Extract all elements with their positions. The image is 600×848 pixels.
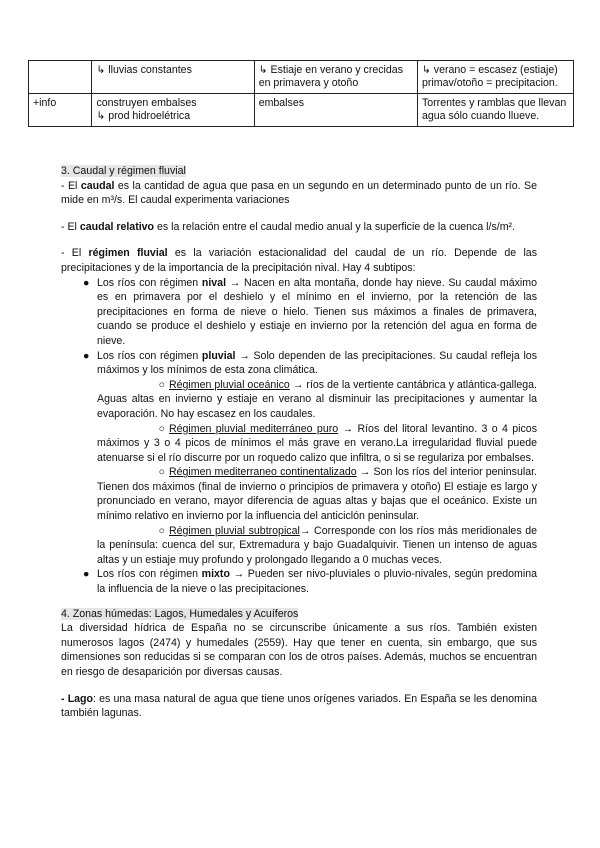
rivers-table (28, 60, 574, 127)
sub-list-item: ○ Régimen mediterraneo continentalizado → Son los ríos del interior peninsular. Tienen dos máximos (final de invierno o principios de primavera y otoño) El estiaje es largo y pronunciado en verano, mayor diferencia de aguas altas y bajas que el oceánico. Existe un mínimo relativo en invierno por la influencia del anticiclón peninsular. (97, 466, 537, 523)
sub-list-item: ○ Régimen pluvial subtropical→ Corresponde con los ríos más meridionales de la península: cuenca del sur, Extremadura y bajo Guadalquivir. Tienen un intenso de aguas altas y un estiaje muy profundo y prolongado llegando a 0 muchas veces. (97, 524, 537, 566)
table-cell: ↳ Estiaje en verano y crecidas en primavera y otoño (254, 61, 417, 94)
zonas-humedas-paragraph: La diversidad hídrica de España no se circunscribe únicamente a sus ríos. También existen numerosos lagos (2474) y humedales (2559). Hay que tener en cuenta, sin embargo, que sus dimensiones son reducidas si se comparan con los de otros países. Además, muchos se encuentran en riesgo de desaparición por diversas causas. (61, 622, 537, 678)
list-item: ● Los ríos con régimen pluvial → Solo dependen de las precipitaciones. Su caudal refleja los máximos y los mínimos de esta zona climática. (83, 349, 537, 377)
table-cell: Torrentes y ramblas que llevan agua sólo cuando llueve. (417, 94, 573, 127)
list-item: ● Los ríos con régimen nival → Nacen en alta montaña, donde hay nieve. Su caudal máximo es en primavera por el deshielo y el mínimo en el invierno, por la retención de las precipitaciones en forma de nieve o hielo. Tienen sus máximos a finales de primavera, cuando se produce el deshielo y estiaje en invierno por la retención del agua en forma de nieve. (83, 276, 537, 347)
table-cell: embalses (254, 94, 417, 127)
table-cell (29, 61, 92, 94)
bullet-icon: ● (83, 568, 90, 581)
table-cell: +info (29, 94, 92, 127)
table-row (29, 61, 574, 94)
circle-bullet-icon: ○ (158, 422, 165, 435)
cell-line: construyen embalses (96, 97, 197, 109)
circle-bullet-icon: ○ (158, 378, 165, 391)
document-body (61, 164, 537, 721)
bullet-icon: ● (83, 349, 90, 362)
table-cell (92, 94, 254, 127)
bullet-icon: ● (83, 276, 90, 289)
circle-bullet-icon: ○ (158, 524, 165, 537)
list-item: ● Los ríos con régimen mixto → Pueden ser nivo-pluviales o pluvio-nivales, según predomina la influencia de la nieve o las precipitaciones. (83, 568, 537, 596)
table-cell: ↳ verano = escasez (estiaje) primav/otoño = precipitacion. (417, 61, 573, 94)
lago-paragraph: - Lago: es una masa natural de agua que tiene unos orígenes variados. En España se les denomina también lagunas. (61, 692, 537, 720)
sub-list-item: ○ Régimen pluvial mediterráneo puro → Ríos del litoral levantino. 3 o 4 picos máximos y 3 o 4 picos de mínimos el más grave en verano.La irregularidad fluvial puede atenuarse si el río discurre por un roquedo calizo que infiltra, o si se regulariza por embalses. (97, 422, 537, 464)
circle-bullet-icon: ○ (158, 466, 165, 479)
section-heading-3: 3. Caudal y régimen fluvial (61, 165, 186, 177)
section-heading-4: 4. Zonas húmedas: Lagos, Humedales y Acuíferos (61, 607, 299, 620)
table-cell: ↳ lluvias constantes (92, 61, 254, 94)
regimen-fluvial-paragraph: - El régimen fluvial es la variación estacionalidad del caudal de un río. Depende de las precipitaciones y de la importancia de la precipitación nival. Hay 4 subtipos: (61, 247, 537, 274)
table-row (29, 94, 574, 127)
caudal-relativo-paragraph: - El caudal relativo es la relación entre el caudal medio anual y la superficie de la cuenca l/s/m². (61, 220, 515, 233)
caudal-paragraph: - El caudal es la cantidad de agua que pasa en un segundo en un determinado punto de un río. Se mide en m³/s. El caudal experimenta variaciones (61, 179, 537, 207)
cell-line: ↳ prod hidroelétrica (96, 110, 191, 122)
sub-list-item: ○ Régimen pluvial oceánico → ríos de la vertiente cantábrica y atlántica-gallega. Aguas altas en invierno y estiaje en verano al disminuir las precipitaciones y aumentar la evaporación. No hay escasez en los caudales. (97, 378, 537, 420)
